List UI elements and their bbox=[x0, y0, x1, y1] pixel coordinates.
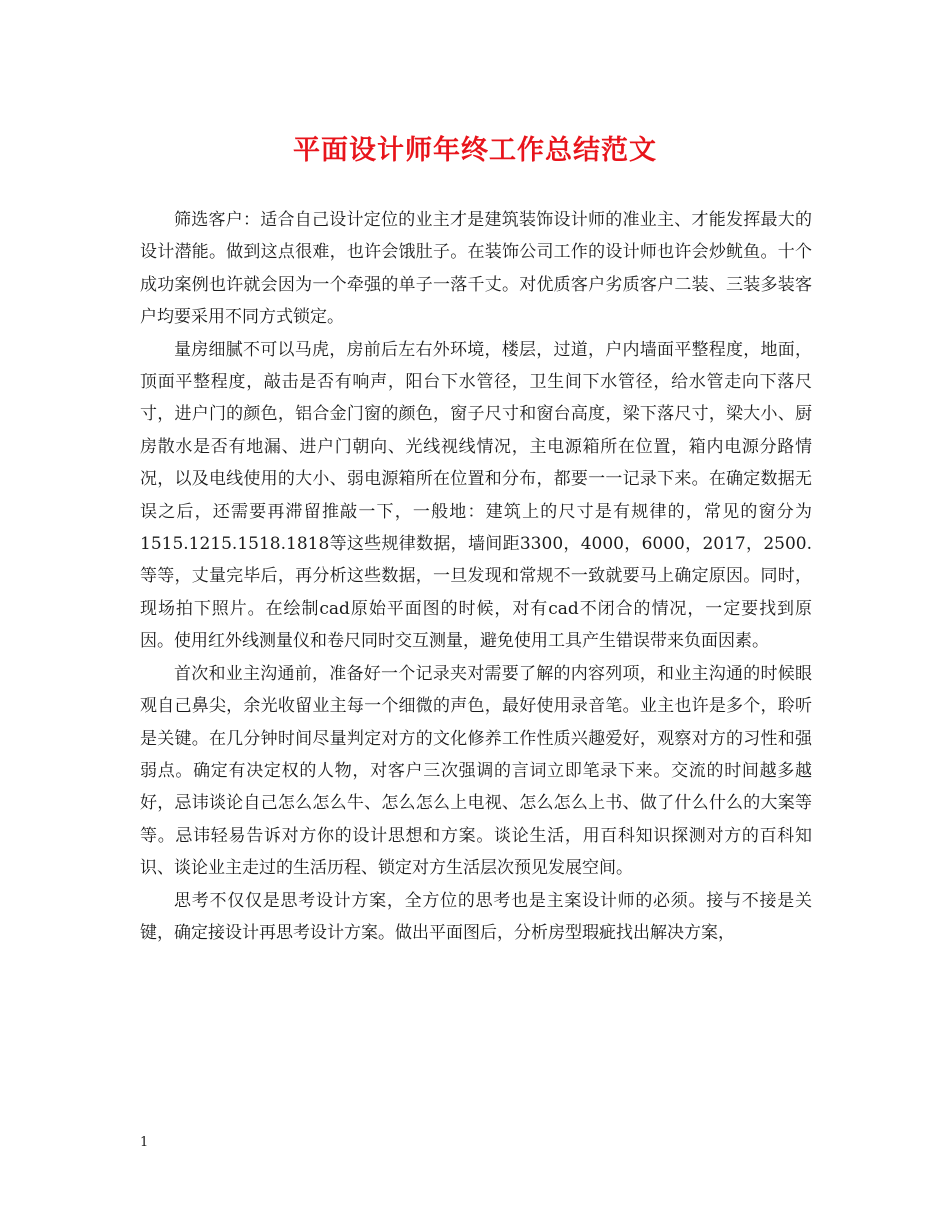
document-body bbox=[140, 204, 812, 949]
document-title: 平面设计师年终工作总结范文 bbox=[293, 135, 657, 166]
page-number: 1 bbox=[140, 1135, 149, 1150]
paragraph: 筛选客户：适合自己设计定位的业主才是建筑装饰设计师的准业主、才能发挥最大的设计潜能。做到这点很难，也许会饿肚子。在装饰公司工作的设计师也许会炒鱿鱼。十个成功案例也许就会因为一个牵强的单子一落千丈。对优质客户劣质客户二装、三装多装客户均要采用不同方式锁定。 bbox=[140, 210, 812, 328]
paragraph: 思考不仅仅是思考设计方案，全方位的思考也是主案设计师的必须。接与不接是关键，确定接设计再思考设计方案。做出平面图后，分析房型瑕疵找出解决方案， bbox=[140, 890, 812, 943]
paragraph: 量房细腻不可以马虎，房前后左右外环境，楼层，过道，户内墙面平整程度，地面，顶面平整程度，敲击是否有响声，阳台下水管径，卫生间下水管径，给水管走向下落尺寸，进户门的颜色，铝合金门窗的颜色，窗子尺寸和窗台高度，梁下落尺寸，梁大小、厨房散水是否有地漏、进户门朝向、光线视线情况，主电源箱所在位置，箱内电源分路情况，以及电线使用的大小、弱电源箱所在位置和分布，都要一一记录下来。在确定数据无误之后，还需要再滞留推敲一下，一般地：建筑上的尺寸是有规律的，常见的窗分为1515.1215.1518.1818等这些规律数据，墙间距3300，4000，6000，2017，2500.等等，丈量完毕后，再分析这些数据，一旦发现和常规不一致就要马上确定原因。同时，现场拍下照片。在绘制cad原始平面图的时候，对有cad不闭合的情况，一定要找到原因。使用红外线测量仪和卷尺同时交互测量，避免使用工具产生错误带来负面因素。 bbox=[140, 339, 812, 652]
paragraph: 首次和业主沟通前，准备好一个记录夹对需要了解的内容列项，和业主沟通的时候眼观自己鼻尖，余光收留业主每一个细微的声色，最好使用录音笔。业主也许是多个，聆听是关键。在几分钟时间尽量判定对方的文化修养工作性质兴趣爱好，观察对方的习性和强弱点。确定有决定权的人物，对客户三次强调的言词立即笔录下来。交流的时间越多越好，忌讳谈论自己怎么怎么牛、怎么怎么上电视、怎么怎么上书、做了什么什么的大案等等。忌讳轻易告诉对方你的设计思想和方案。谈论生活，用百科知识探测对方的百科知识、谈论业主走过的生活历程、锁定对方生活层次预见发展空间。 bbox=[140, 663, 812, 879]
